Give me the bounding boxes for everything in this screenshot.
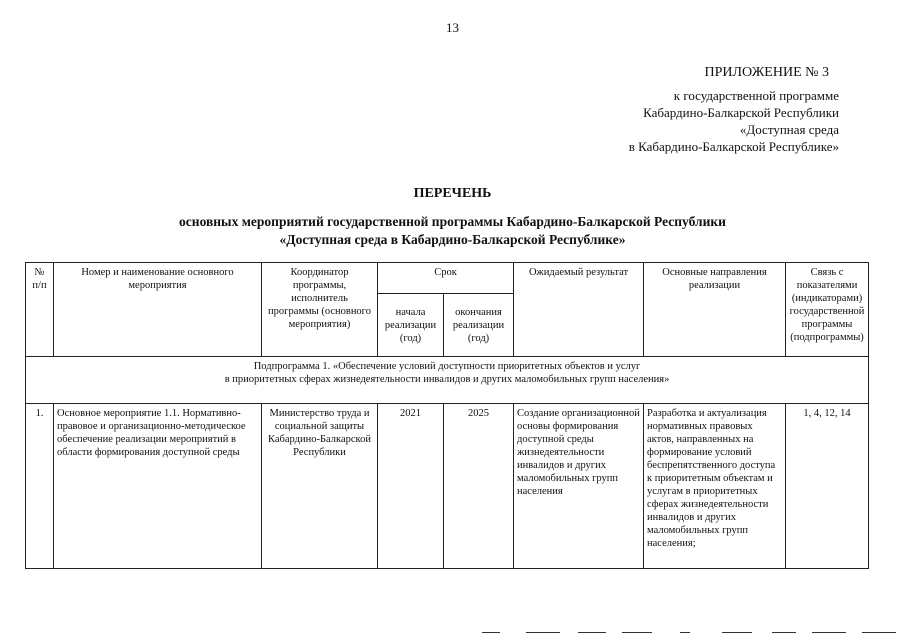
scan-edge-marks [0, 630, 905, 636]
table-header-row [26, 263, 869, 294]
document-subtitle [0, 213, 905, 249]
cell-name: Основное мероприятие 1.1. Нормативно-правовое и организационно-методическое обеспечение реализации мероприятий в области формирования доступной среды [54, 404, 262, 569]
subtitle-line: «Доступная среда в Кабардино-Балкарской Республике» [279, 232, 626, 247]
header-term-end: окончания реализации (год) [444, 294, 514, 357]
header-directions: Основные направления реализации [644, 263, 786, 357]
subprogram-row [26, 357, 869, 404]
header-coordinator: Координатор программы, исполнитель программы (основного мероприятия) [262, 263, 378, 357]
measures-table [25, 262, 869, 569]
appendix-line: к государственной программе [673, 88, 839, 103]
appendix-heading: ПРИЛОЖЕНИЕ № 3 [704, 65, 829, 80]
header-num: № п/п [26, 263, 54, 357]
appendix-line: в Кабардино-Балкарской Республике» [628, 139, 839, 154]
header-result: Ожидаемый результат [514, 263, 644, 357]
table-row [26, 404, 869, 569]
cell-start: 2021 [378, 404, 444, 569]
subprogram-line: в приоритетных сферах жизнедеятельности инвалидов и других маломобильных групп населения» [224, 374, 670, 385]
cell-link: 1, 4, 12, 14 [786, 404, 869, 569]
subprogram-cell [26, 357, 869, 404]
cell-directions: Разработка и актуализация нормативных правовых актов, направленных на формирование условий беспрепятственного доступа к приоритетным объектам и услугам в приоритетных сферах жизнедеятельности инвалидов и других маломобильных групп населения; [644, 404, 786, 569]
header-term: Срок [378, 263, 514, 294]
header-name: Номер и наименование основного мероприятия [54, 263, 262, 357]
subtitle-line: основных мероприятий государственной программы Кабардино-Балкарской Республики [179, 214, 726, 229]
appendix-line: Кабардино-Балкарской Республики [643, 105, 839, 120]
cell-end: 2025 [444, 404, 514, 569]
cell-num: 1. [26, 404, 54, 569]
appendix-line: «Доступная среда [739, 122, 839, 137]
document-title: ПЕРЕЧЕНЬ [413, 186, 492, 201]
cell-coordinator: Министерство труда и социальной защиты Кабардино-Балкарской Республики [262, 404, 378, 569]
cell-result: Создание организационной основы формирования доступной среды жизнедеятельности инвалидов и других маломобильных групп населения [514, 404, 644, 569]
page-number: 13 [446, 20, 459, 35]
appendix-block [519, 64, 839, 155]
header-link: Связь с показателями (индикаторами) государственной программы (подпрограммы) [786, 263, 869, 357]
header-term-start: начала реализации (год) [378, 294, 444, 357]
subprogram-line: Подпрограмма 1. «Обеспечение условий доступности приоритетных объектов и услуг [253, 361, 641, 372]
